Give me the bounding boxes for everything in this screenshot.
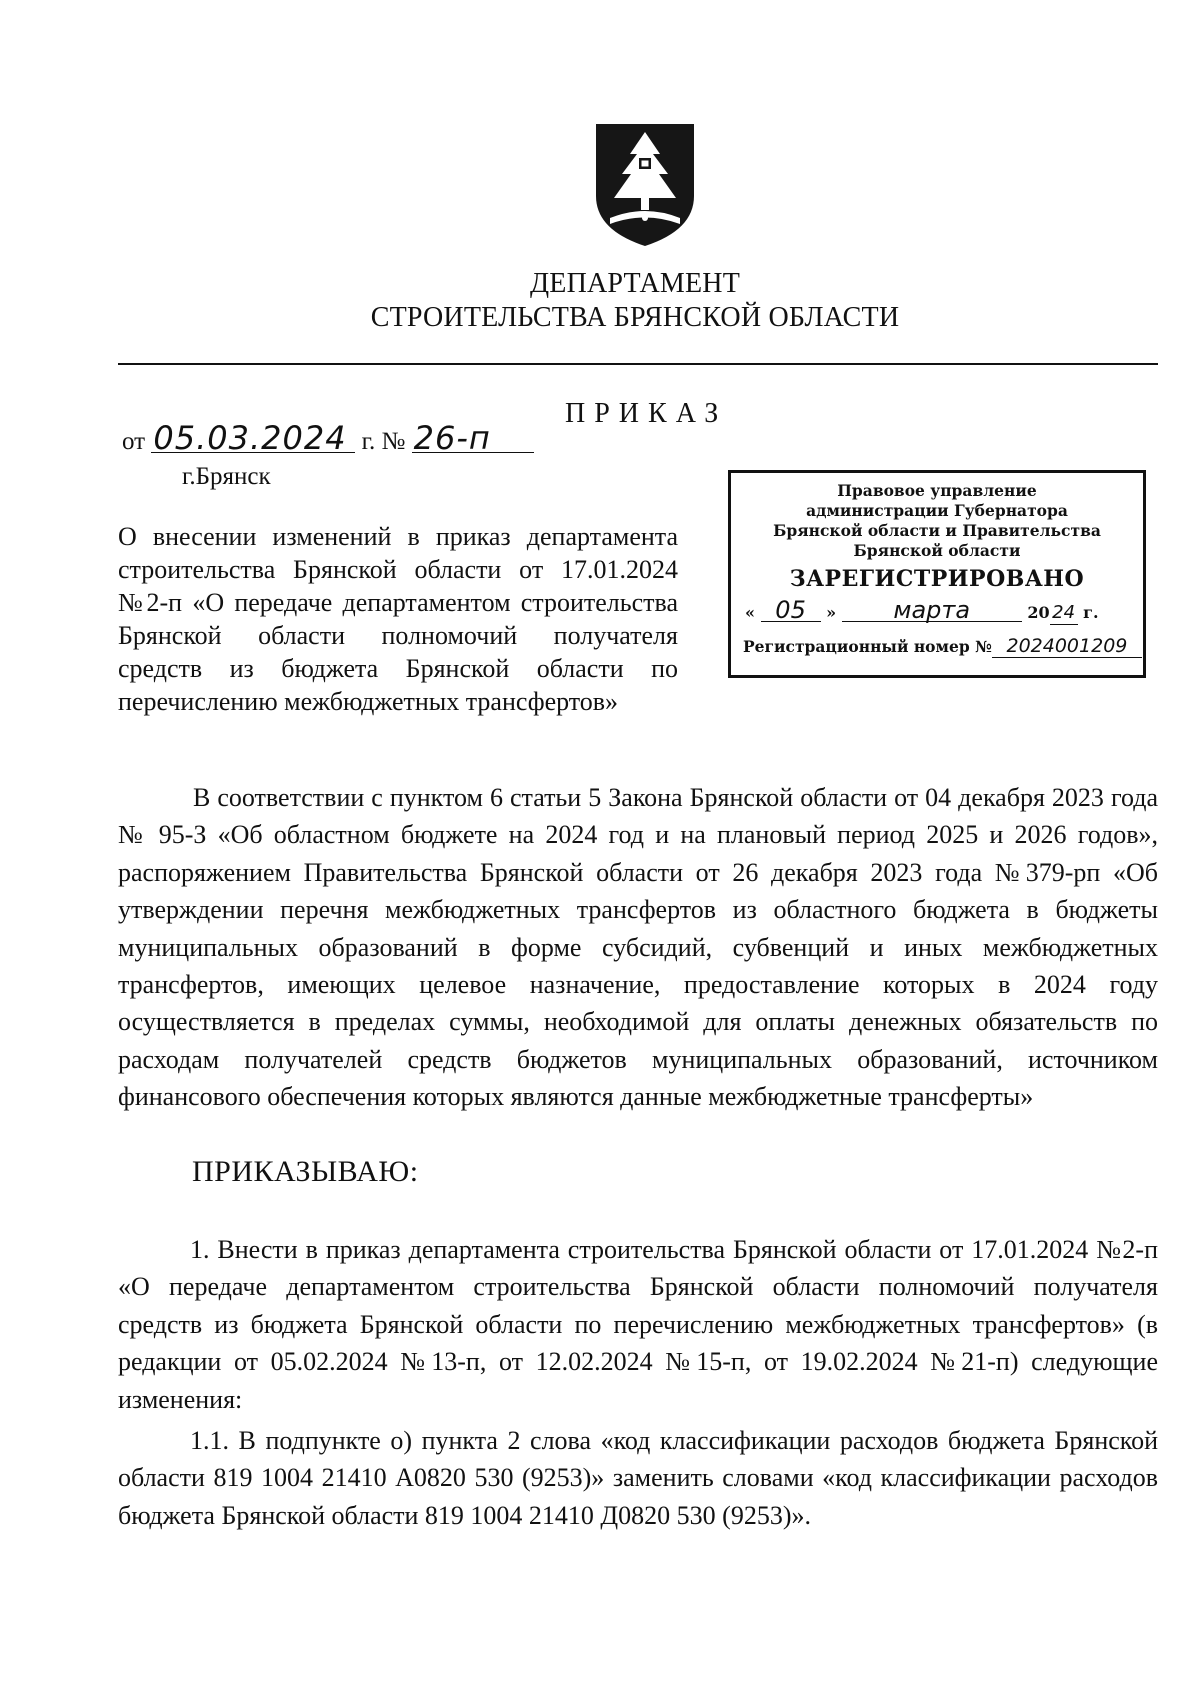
preamble-paragraph: В соответствии с пунктом 6 статьи 5 Закона Брянской области от 04 декабря 2023 года № 95-З «Об областном бюджете на 2024 год и на плановый период 2025 и 2026 годов», распоряжением Правительства Брянской области от 26 декабря 2023 года №379-рп «Об утверждении перечня межбюджетных трансфертов из областного бюджета в бюджеты муниципальных образований в форме субсидий, субвенций и иных межбюджетных трансфертов, имеющих целевое назначение, предоставление которых в 2024 году осуществляется в пределах суммы, необходимой для оплаты денежных обязательств по расходам получателей средств бюджетов муниципальных образований, источником финансового обеспечения которых являются данные межбюджетные трансферты» [118, 783, 1158, 1112]
stamp-date-line [731, 596, 1143, 625]
stamp-registered: ЗАРЕГИСТРИРОВАНО [789, 566, 1085, 592]
order-title: ПРИКАЗ [565, 398, 728, 429]
date-prefix: от [122, 428, 146, 455]
order-subject: О внесении изменений в приказ департамента строительства Брянской области от 17.01.2024 №2-п «О передаче департаментом строительства Брянской области полномочий получателя средств из бюджета Брянской области по перечислению межбюджетных трансфертов» [118, 522, 678, 716]
department-title-line1: ДЕПАРТАМЕНТ [529, 268, 740, 299]
handwritten-order-number: 26-п [412, 424, 534, 453]
order-date-line [122, 419, 534, 457]
stamp-line2: администрации Губернатора [806, 501, 1068, 520]
stamp-reg-line [731, 635, 1143, 658]
stamp-year-hand: 24 [1050, 602, 1078, 625]
stamp-reg-number: 2024001209 [992, 635, 1142, 658]
stamp-line1: Правовое управление [837, 481, 1037, 500]
stamp-year-suffix: г. [1083, 603, 1099, 622]
item-1-paragraph: 1. Внести в приказ департамента строительства Брянской области от 17.01.2024 №2-п «О передаче департаментом строительства Брянской области полномочий получателя средств из бюджета Брянской области по перечислению межбюджетных трансфертов» (в редакции от 05.02.2024 №13-п, от 12.02.2024 №15-п, от 19.02.2024 №21-п) следующие изменения: [118, 1235, 1158, 1414]
year-number-label: г. № [361, 428, 406, 455]
handwritten-date: 05.03.2024 [151, 424, 355, 453]
city-label: г.Брянск [182, 463, 271, 490]
item-1-1-paragraph: 1.1. В подпункте о) пункта 2 слова «код классификации расходов бюджета Брянской области 819 1004 21410 А0820 530 (9253)» заменить словами «код классификации расходов бюджета Брянской области 819 1004 21410 Д0820 530 (9253)». [118, 1426, 1158, 1530]
department-title-line2: СТРОИТЕЛЬСТВА БРЯНСКОЙ ОБЛАСТИ [370, 302, 900, 333]
stamp-quote-open: « [745, 603, 755, 622]
stamp-year-prefix: 20 [1027, 603, 1050, 622]
stamp-quote-close: » [826, 603, 837, 622]
bryansk-coat-of-arms-icon [588, 118, 702, 250]
stamp-reg-label: Регистрационный номер № [743, 637, 992, 656]
stamp-line4: Брянской области [853, 541, 1021, 560]
command-heading: ПРИКАЗЫВАЮ: [192, 1155, 419, 1188]
header-divider [118, 363, 1158, 365]
stamp-month: марта [842, 599, 1022, 622]
stamp-day: 05 [761, 599, 821, 622]
stamp-line3: Брянской области и Правительства [773, 521, 1101, 540]
registration-stamp [728, 470, 1146, 678]
